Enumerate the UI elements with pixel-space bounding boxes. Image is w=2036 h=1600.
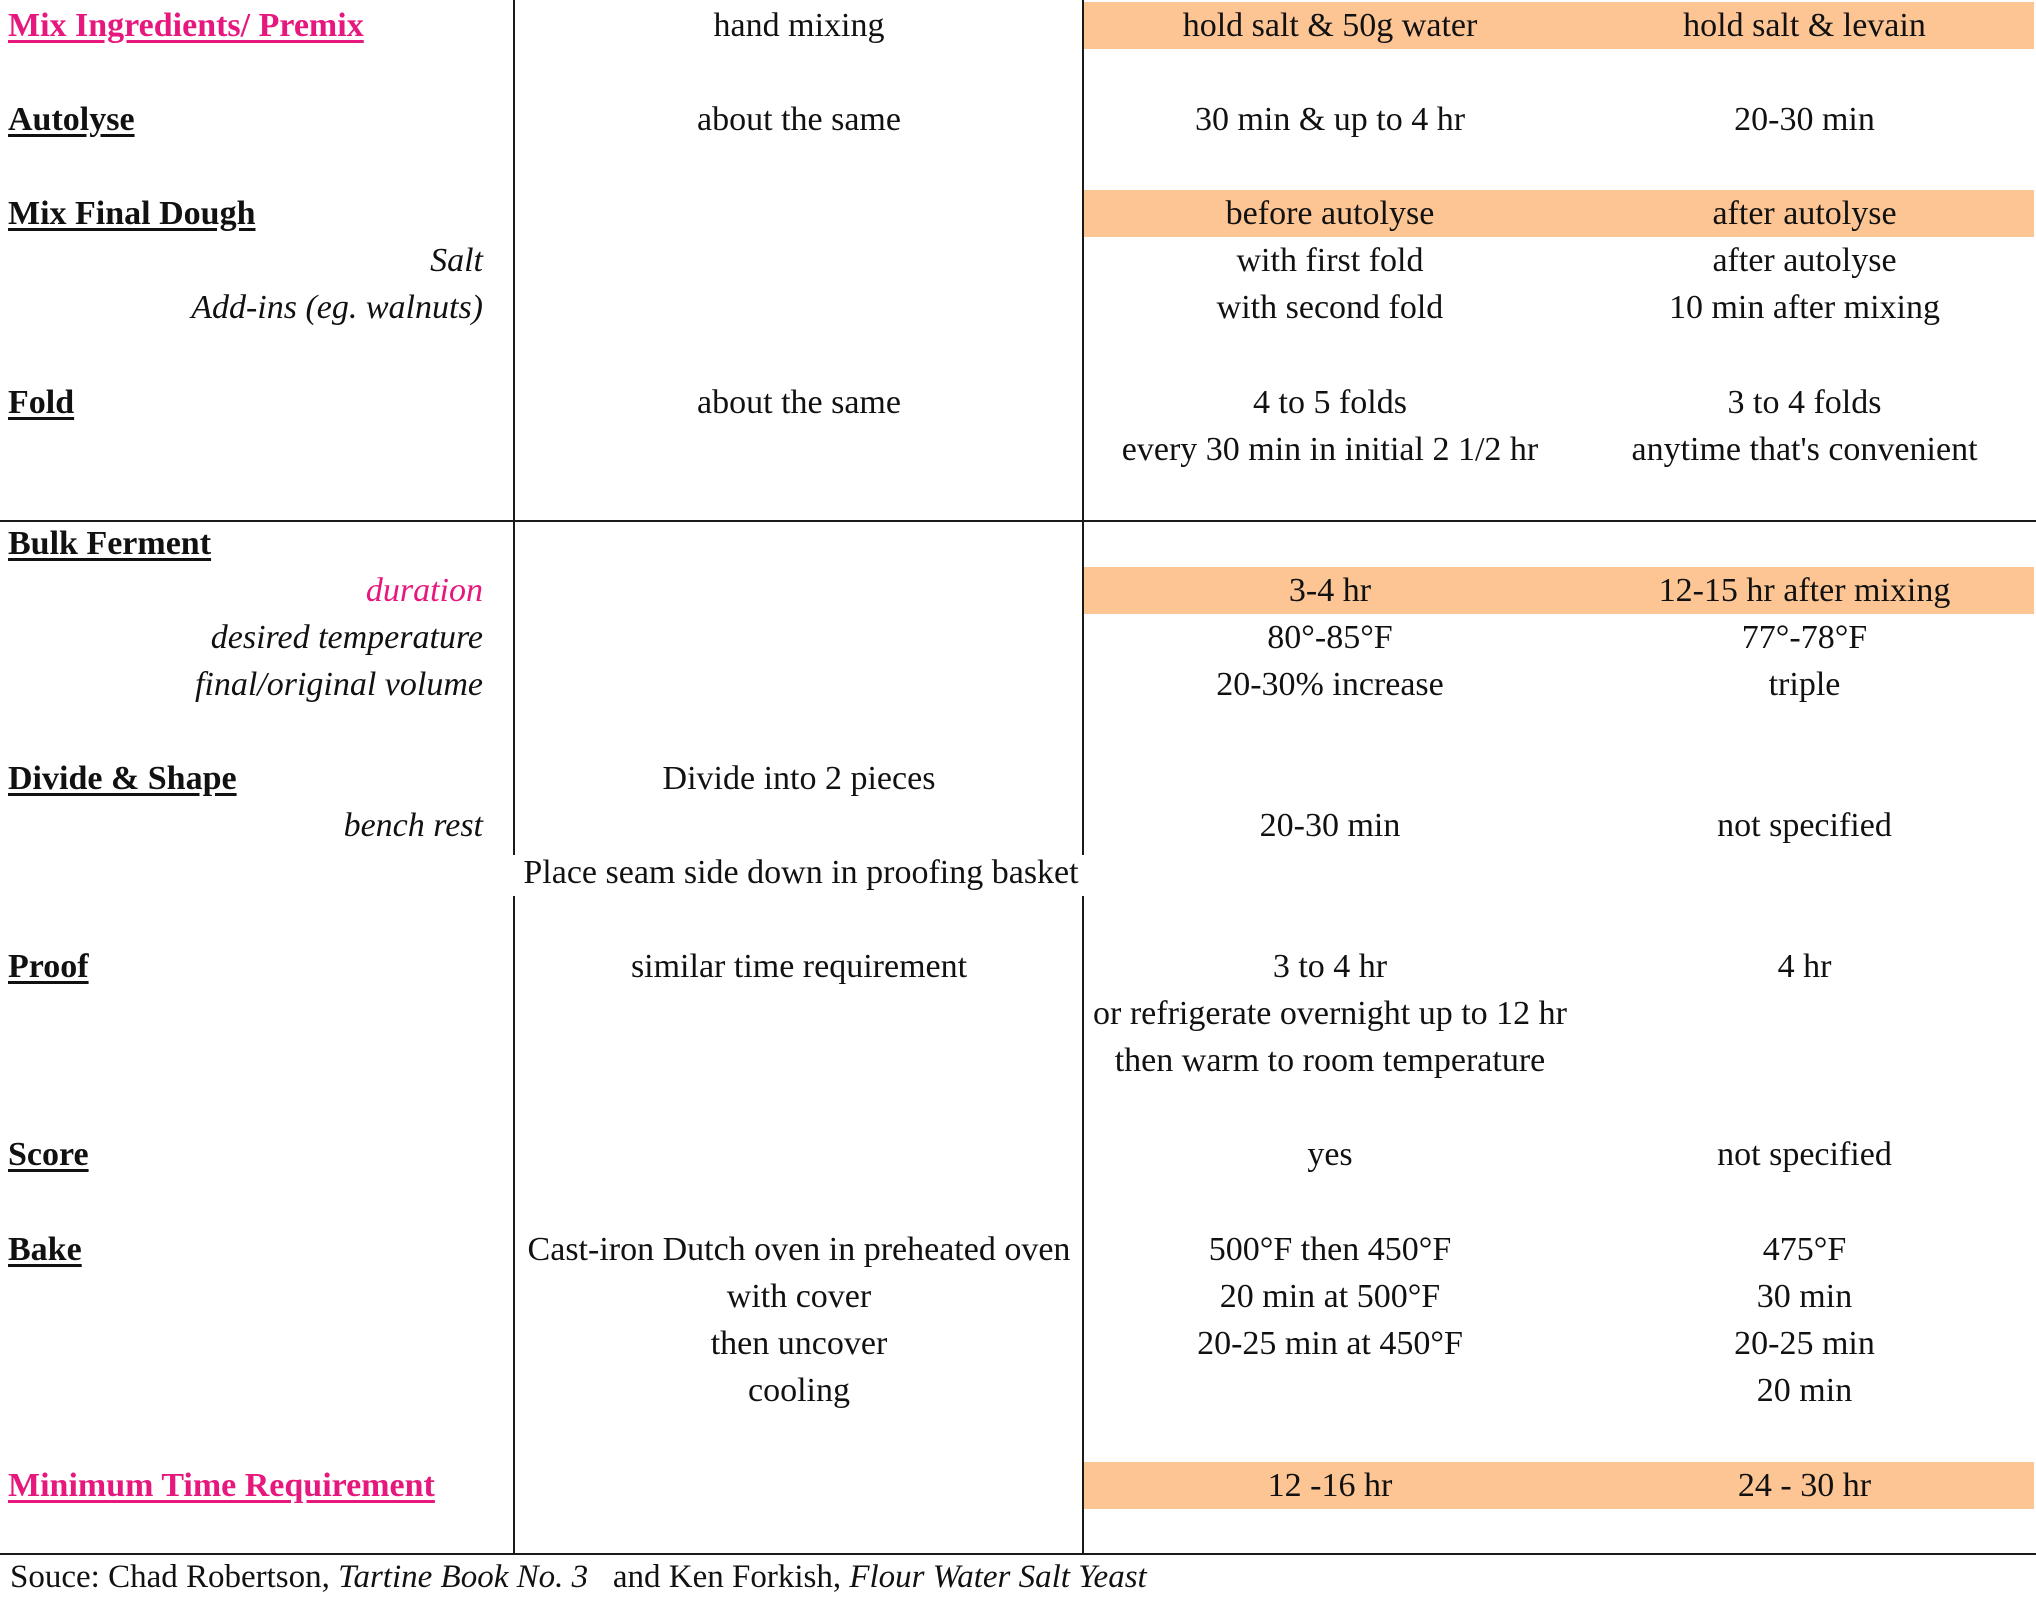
source-middle: and Ken Forkish, bbox=[588, 1559, 850, 1595]
source-footnote bbox=[10, 1555, 1147, 1599]
bake-col3-line1: 475°F bbox=[1762, 1231, 1847, 1268]
proof-col2-line3: then warm to room temperature bbox=[1114, 1042, 1546, 1079]
sub-label-volume: final/original volume bbox=[194, 666, 483, 703]
score-col2: yes bbox=[1307, 1136, 1353, 1173]
fold-col3-line2: anytime that's convenient bbox=[1631, 431, 1978, 468]
source-prefix: Souce: Chad Robertson, bbox=[10, 1559, 339, 1595]
proof-col1: similar time requirement bbox=[630, 948, 968, 985]
premix-col3: hold salt & levain bbox=[1683, 7, 1926, 44]
duration-col3: 12-15 hr after mixing bbox=[1658, 572, 1951, 609]
bake-col3-line4: 20 min bbox=[1756, 1372, 1853, 1409]
bake-col2-line1: 500°F then 450°F bbox=[1208, 1231, 1452, 1268]
divide-note: Place seam side down in proofing basket bbox=[523, 854, 1079, 891]
bake-col1-line2: with cover bbox=[726, 1278, 872, 1315]
addins-col2: with second fold bbox=[1216, 289, 1444, 326]
salt-col3: after autolyse bbox=[1712, 242, 1897, 279]
sub-label-addins: Add-ins (eg. walnuts) bbox=[191, 289, 483, 326]
bake-col3-line2: 30 min bbox=[1756, 1278, 1853, 1315]
duration-col2: 3-4 hr bbox=[1288, 572, 1372, 609]
fold-col1: about the same bbox=[697, 384, 901, 421]
temperature-col3: 77°-78°F bbox=[1741, 619, 1868, 656]
bake-col2-line2: 20 min at 500°F bbox=[1219, 1278, 1441, 1315]
mix-final-col3: after autolyse bbox=[1712, 195, 1897, 232]
mix-final-col2: before autolyse bbox=[1225, 195, 1435, 232]
fold-col3-line1: 3 to 4 folds bbox=[1727, 384, 1882, 421]
sub-label-bench-rest: bench rest bbox=[343, 807, 483, 844]
fold-col2-line1: 4 to 5 folds bbox=[1253, 384, 1407, 421]
sub-label-duration: duration bbox=[365, 572, 483, 609]
temperature-col2: 80°-85°F bbox=[1267, 619, 1393, 656]
minimum-col2: 12 -16 hr bbox=[1267, 1467, 1393, 1504]
row-label-autolyse: Autolyse bbox=[8, 101, 135, 138]
fold-col2-line2: every 30 min in initial 2 1/2 hr bbox=[1121, 431, 1539, 468]
autolyse-col3: 20-30 min bbox=[1734, 101, 1875, 138]
bench-rest-col2: 20-30 min bbox=[1259, 807, 1401, 844]
proof-col2-line1: 3 to 4 hr bbox=[1272, 948, 1388, 985]
row-label-mix-premix: Mix Ingredients/ Premix bbox=[8, 7, 364, 44]
bake-col1-line4: cooling bbox=[748, 1372, 850, 1409]
proof-col3: 4 hr bbox=[1777, 948, 1832, 985]
sub-label-salt: Salt bbox=[430, 242, 483, 279]
row-label-minimum-time: Minimum Time Requirement bbox=[8, 1467, 435, 1504]
bake-col2-line3: 20-25 min at 450°F bbox=[1197, 1325, 1463, 1362]
addins-col3: 10 min after mixing bbox=[1668, 289, 1940, 326]
salt-col2: with first fold bbox=[1236, 242, 1424, 279]
score-col3: not specified bbox=[1717, 1136, 1892, 1173]
minimum-col3: 24 - 30 hr bbox=[1737, 1467, 1872, 1504]
source-book-tartine: Tartine Book No. 3 bbox=[338, 1559, 589, 1595]
row-label-divide-shape: Divide & Shape bbox=[8, 760, 237, 797]
bake-col1-line1: Cast-iron Dutch oven in preheated oven bbox=[527, 1231, 1071, 1268]
autolyse-col2: 30 min & up to 4 hr bbox=[1194, 101, 1466, 138]
row-label-fold: Fold bbox=[8, 384, 75, 421]
divide-col1: Divide into 2 pieces bbox=[662, 760, 936, 797]
bake-col1-line3: then uncover bbox=[710, 1325, 888, 1362]
premix-col1: hand mixing bbox=[713, 7, 885, 44]
row-label-proof: Proof bbox=[8, 948, 89, 985]
volume-col2: 20-30% increase bbox=[1216, 666, 1444, 703]
row-label-bake: Bake bbox=[8, 1231, 82, 1268]
column-divider-left-lower bbox=[513, 896, 515, 1553]
bake-col3-line3: 20-25 min bbox=[1734, 1325, 1875, 1362]
proof-col2-line2: or refrigerate overnight up to 12 hr bbox=[1093, 995, 1567, 1032]
sub-label-temperature: desired temperature bbox=[210, 619, 483, 656]
source-book-fwsy: Flour Water Salt Yeast bbox=[849, 1559, 1147, 1595]
row-label-bulk-ferment: Bulk Ferment bbox=[8, 525, 212, 562]
bench-rest-col3: not specified bbox=[1717, 807, 1892, 844]
autolyse-col1: about the same bbox=[697, 101, 901, 138]
row-label-score: Score bbox=[8, 1136, 89, 1173]
volume-col3: triple bbox=[1768, 666, 1841, 703]
premix-col2: hold salt & 50g water bbox=[1182, 7, 1478, 44]
row-label-mix-final: Mix Final Dough bbox=[8, 195, 256, 232]
